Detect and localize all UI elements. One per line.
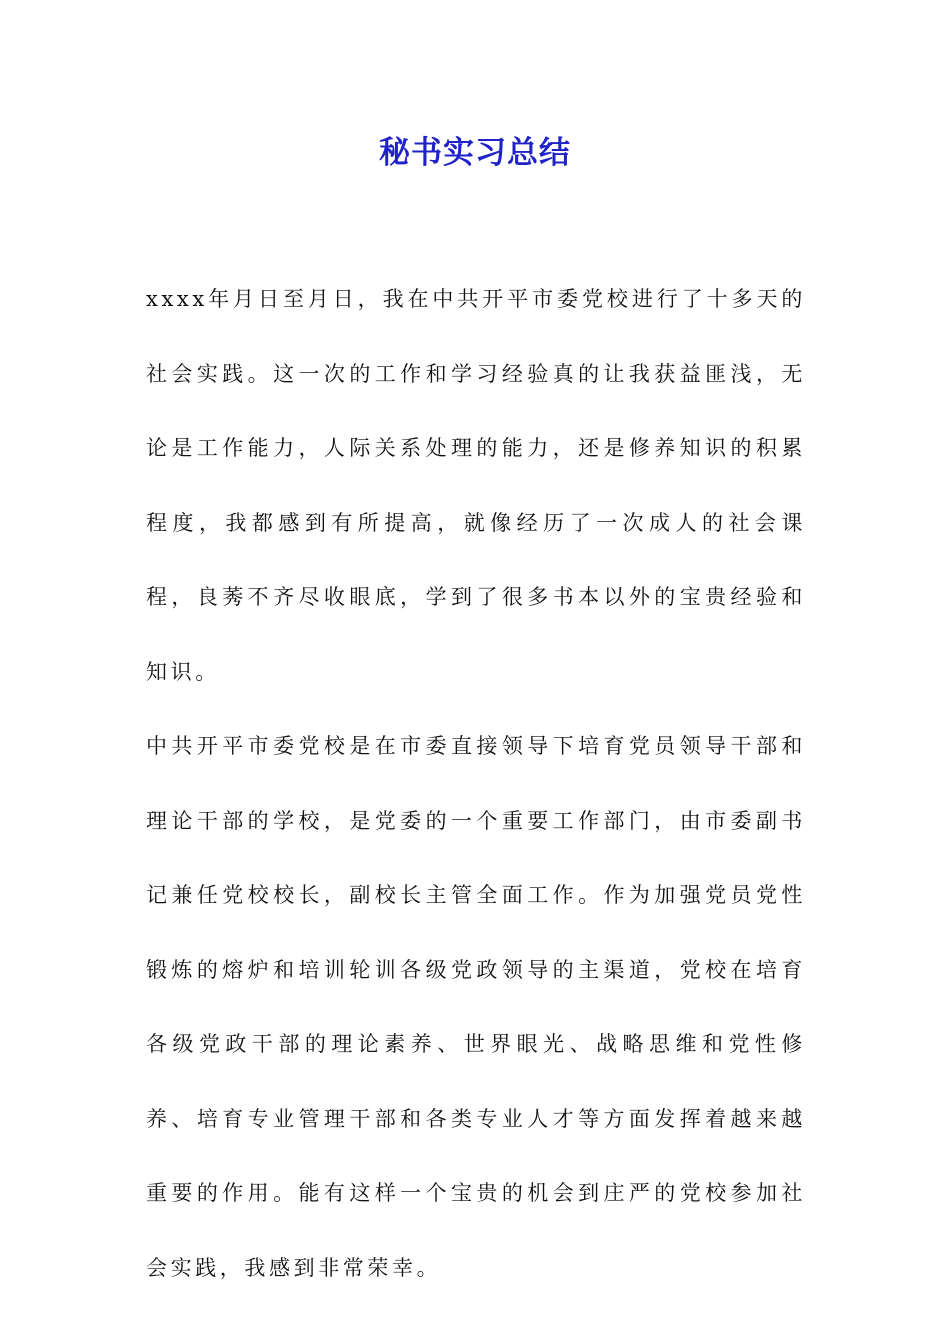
paragraph-1: xxxx年月日至月日，我在中共开平市委党校进行了十多天的社会实践。这一次的工作和学习经验真的让我获益匪浅，无论是工作能力，人际关系处理的能力，还是修养知识的积累程度，我都感到有所提高，就像经历了一次成人的社会课程，良莠不齐尽收眼底，学到了很多书本以外的宝贵经验和知识。: [146, 287, 806, 684]
document-body: [146, 262, 806, 1305]
paragraph-2: 中共开平市委党校是在市委直接领导下培育党员领导干部和理论干部的学校，是党委的一个重要工作部门，由市委副书记兼任党校校长，副校长主管全面工作。作为加强党员党性锻炼的熔炉和培训轮训各级党政领导的主渠道，党校在培育各级党政干部的理论素养、世界眼光、战略思维和党性修养、培育专业管理干部和各类专业人才等方面发挥着越来越重要的作用。能有这样一个宝贵的机会到庄严的党校参加社会实践，我感到非常荣幸。: [146, 734, 806, 1280]
document-title: 秘书实习总结: [379, 135, 571, 171]
